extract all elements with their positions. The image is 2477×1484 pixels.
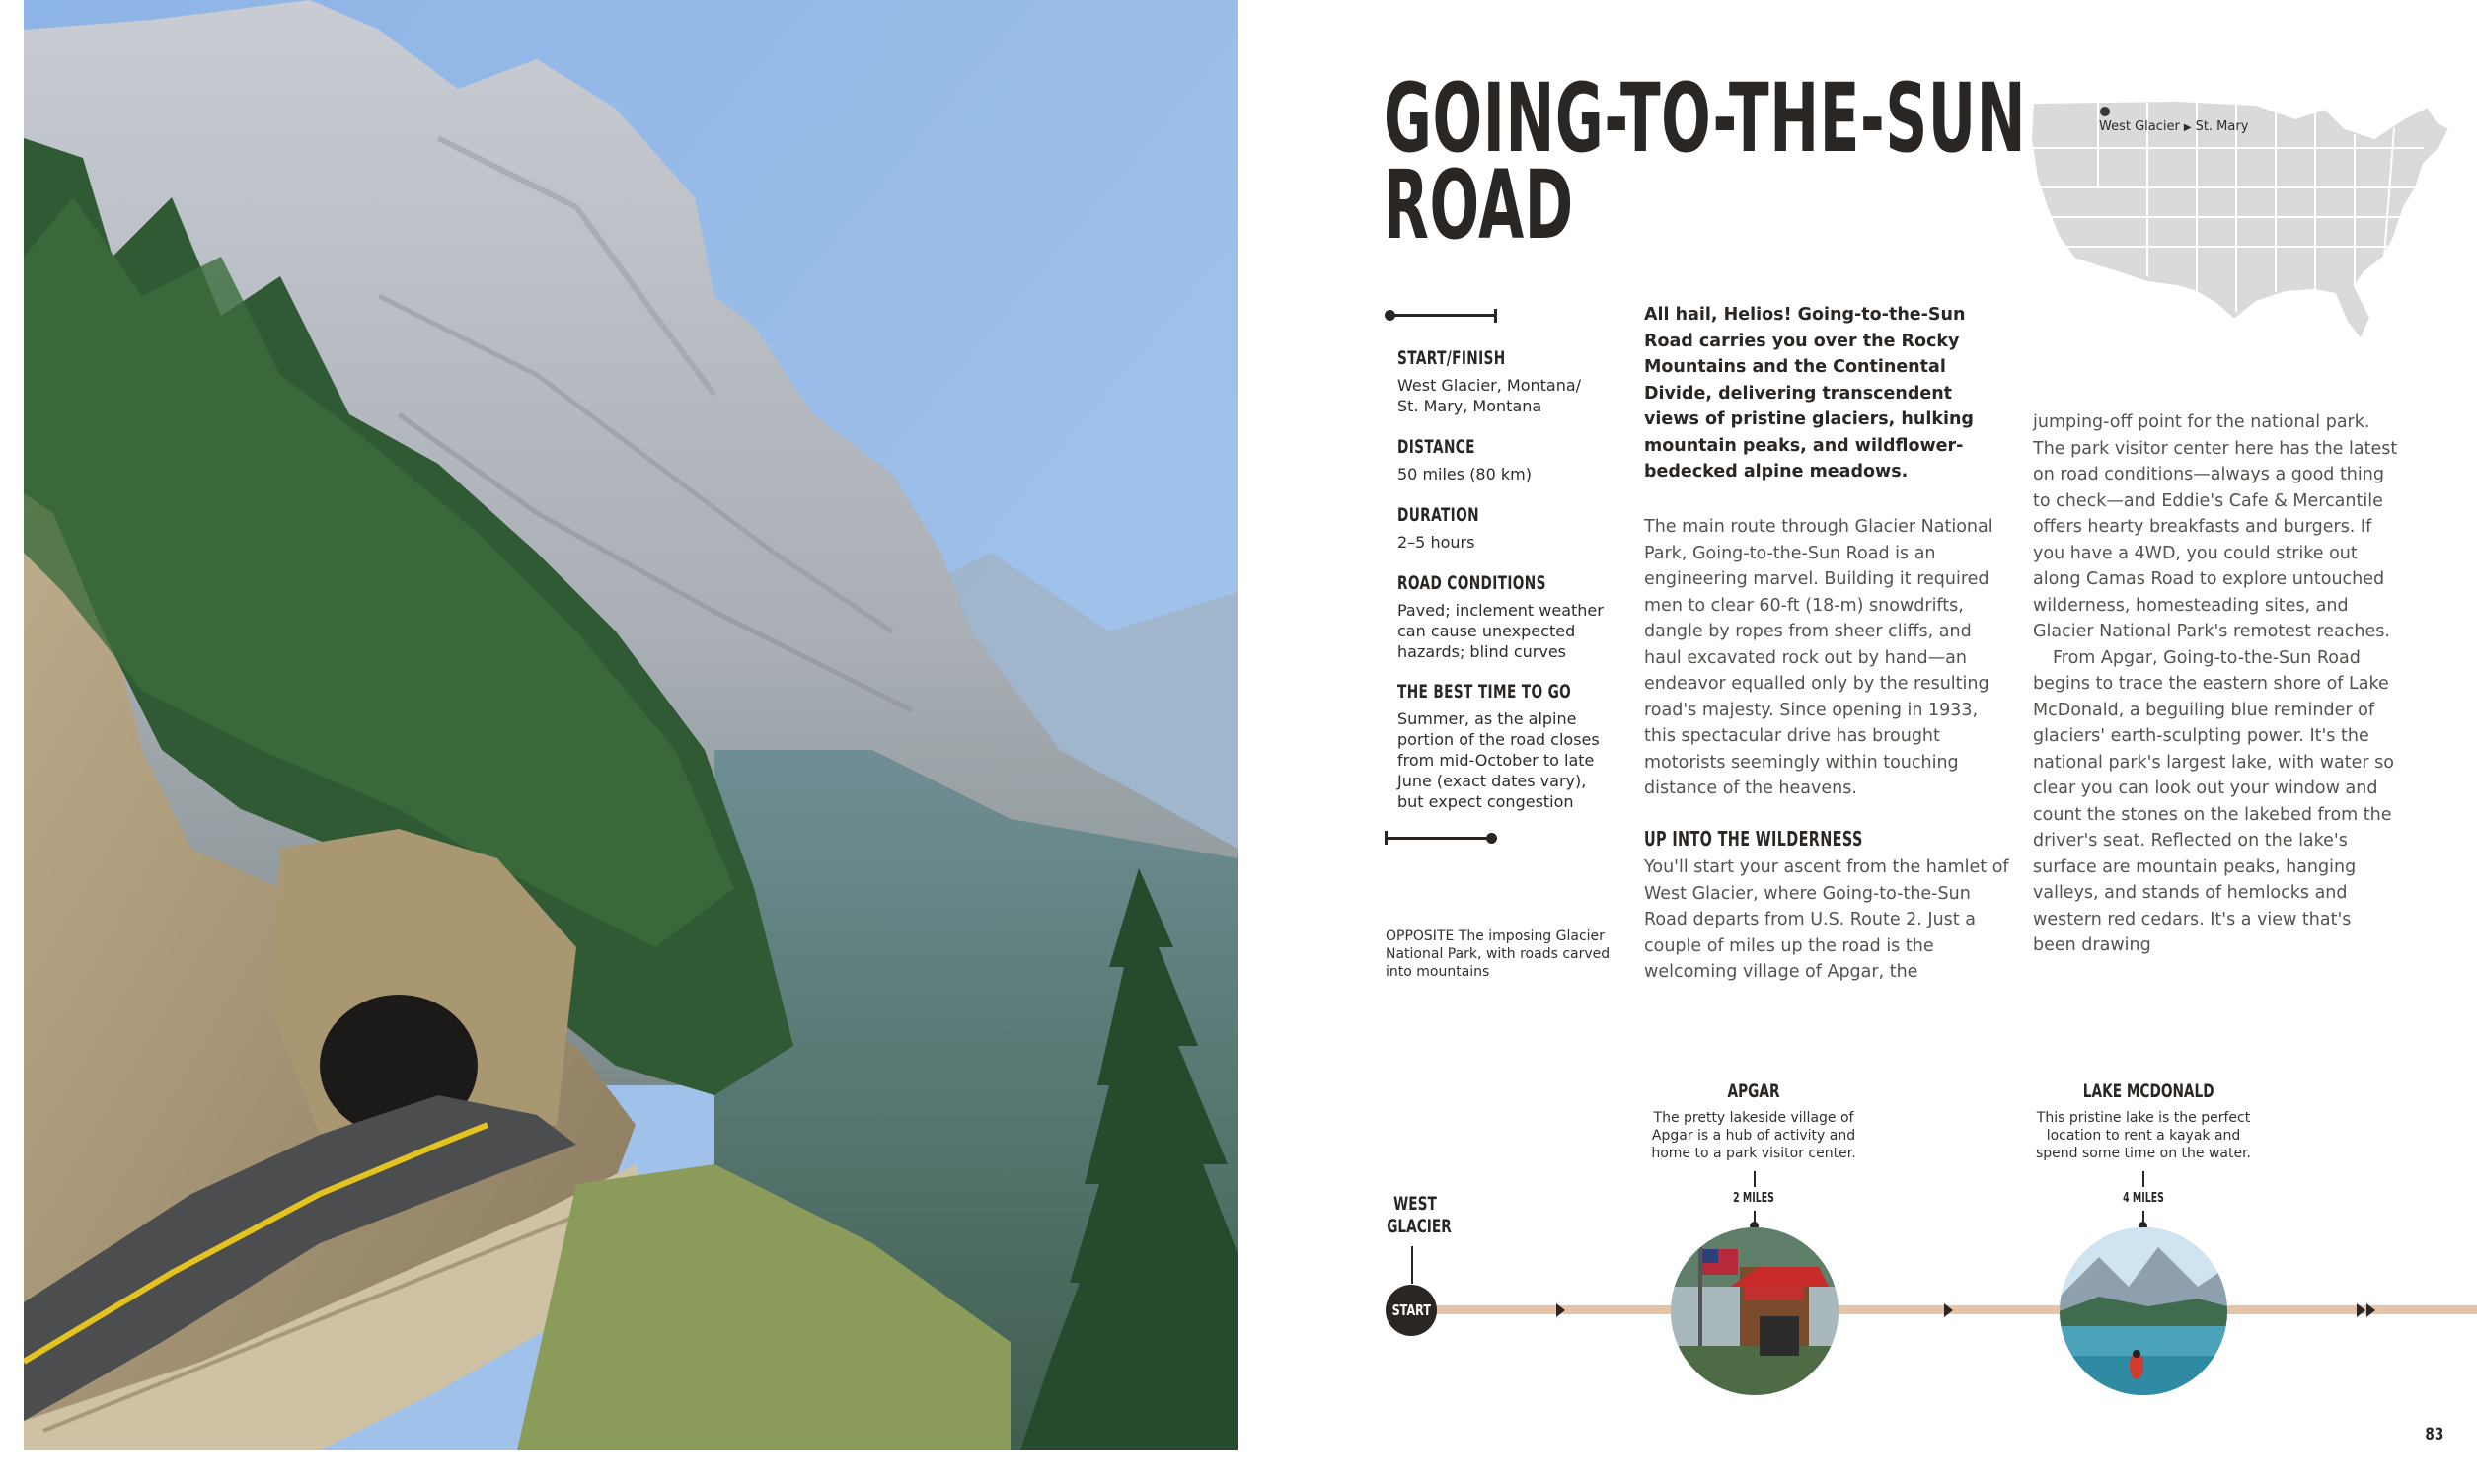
route-arrow-icon [1556, 1303, 1565, 1317]
stop-connector-top [1754, 1171, 1756, 1187]
photo-caption: OPPOSITE The imposing Glacier National Park, with roads carved into mountains [1386, 928, 1611, 980]
fact-heading: START/FINISH [1397, 347, 1506, 369]
stop-miles-lake-mcdonald: 4 MILES [2123, 1191, 2164, 1206]
fact-duration [1397, 504, 1605, 553]
start-badge [1386, 1285, 1437, 1336]
sidebar-bottom-rule-dot [1486, 833, 1497, 844]
body-paragraph-1: The main route through Glacier National Park, Going-to-the-Sun Road is an engineering marvel. Building it required men to clear 60-ft (18-m) snowdrifts, dangle by ropes from sheer cliffs, and haul excavated rock out by hand—an endeavor equalled only by the resulting road's majesty. Since opening in 1933, this spectacular drive has brought motorists seemingly within touching distance of the heavens. [1644, 517, 1993, 798]
page-title-line-1: GOING-TO-THE-SUN [1384, 63, 2027, 174]
page-title-line-2: ROAD [1384, 150, 1574, 260]
cover-photo-glacier-road [24, 0, 1238, 1450]
stop-desc-lake-mcdonald: This pristine lake is the perfect location to rent a kayak and spend some time on the water. [2035, 1110, 2251, 1161]
sidebar-top-rule-tick [1494, 309, 1497, 323]
sidebar-top-rule [1389, 314, 1496, 317]
us-locator-map [2029, 99, 2453, 355]
stop-miles-apgar: 2 MILES [1733, 1191, 1774, 1206]
fact-text: 50 miles (80 km) [1397, 465, 1532, 483]
fact-text: Paved; inclement weather can cause unexpected hazards; blind curves [1397, 601, 1604, 661]
route-arrow-icon [2357, 1303, 2365, 1317]
stop-photo-lake-mcdonald [2060, 1227, 2227, 1395]
start-label-line-1: WEST [1393, 1193, 1437, 1215]
map-route-label [2099, 119, 2248, 134]
stop-photo-apgar [1671, 1227, 1839, 1395]
fact-text: West Glacier, Montana/ St. Mary, Montana [1397, 376, 1582, 415]
stop-name-lake-mcdonald: LAKE MCDONALD [2082, 1080, 2214, 1102]
page-number: 83 [2425, 1425, 2444, 1445]
fact-heading: ROAD CONDITIONS [1397, 572, 1546, 594]
section-subheading: UP INTO THE WILDERNESS [1644, 827, 1863, 851]
route-line [1433, 1305, 2477, 1314]
sidebar-bottom-rule [1387, 837, 1491, 840]
start-location-label [1387, 1193, 1452, 1238]
fact-heading: THE BEST TIME TO GO [1397, 681, 1572, 703]
route-arrow-icon [2366, 1303, 2375, 1317]
fact-best-time [1397, 681, 1605, 812]
fact-heading: DURATION [1397, 504, 1479, 526]
fact-text: 2–5 hours [1397, 533, 1475, 552]
stop-connector-top [2142, 1171, 2144, 1187]
body-column-2 [2033, 409, 2398, 959]
fact-road-conditions [1397, 572, 1605, 662]
fact-distance [1397, 436, 1605, 484]
body-paragraph-4: From Apgar, Going-to-the-Sun Road begins to trace the eastern shore of Lake McDonald, a beguiling blue reminder of glaciers' earth-sculpting power. It's the national park's largest lake, with water so clear you can look out your window and count the stones on the lakebed from the driver's seat. Reflected on the lake's surface are mountain peaks, hanging valleys, and stands of hemlocks and western red cedars. It's a view that's been drawing [2033, 647, 2394, 955]
stop-desc-apgar: The pretty lakeside village of Apgar is a hub of activity and home to a park visitor center. [1651, 1110, 1856, 1161]
page-title [1384, 63, 2027, 260]
fact-text: Summer, as the alpine portion of the road closes from mid-October to late June (exact dates vary), but expect congestion [1397, 709, 1600, 811]
fact-start-finish [1397, 347, 1605, 416]
map-end-label: St. Mary [2195, 119, 2249, 134]
route-arrow-icon [1944, 1303, 1953, 1317]
start-label-line-2: GLACIER [1387, 1216, 1452, 1237]
map-start-label: West Glacier [2099, 119, 2180, 134]
intro-paragraph: All hail, Helios! Going-to-the-Sun Road carries you over the Rocky Mountains and the Continental Divide, delivering transcendent views of pristine glaciers, hulking mountain peaks, and wildflower-bedecked alpine meadows. [1644, 305, 1974, 482]
fact-heading: DISTANCE [1397, 436, 1475, 458]
body-paragraph-2: You'll start your ascent from the hamlet of West Glacier, where Going-to-the-Sun Road departs from U.S. Route 2. Just a couple of miles up the road is the welcoming village of Apgar, the [1644, 857, 2009, 982]
start-connector [1411, 1246, 1413, 1284]
body-paragraph-3: jumping-off point for the national park. The park visitor center here has the latest on road conditions—always a good thing to check—and Eddie's Cafe & Mercantile offers hearty breakfasts and burgers. If you have a 4WD, you could strike out along Camas Road to explore untouched wilderness, homesteading sites, and Glacier National Park's remotest reaches. [2033, 412, 2398, 641]
start-badge-label: START [1391, 1301, 1431, 1319]
route-arrow-icon: ▶ [2183, 122, 2192, 133]
stop-name-apgar: APGAR [1727, 1080, 1780, 1102]
